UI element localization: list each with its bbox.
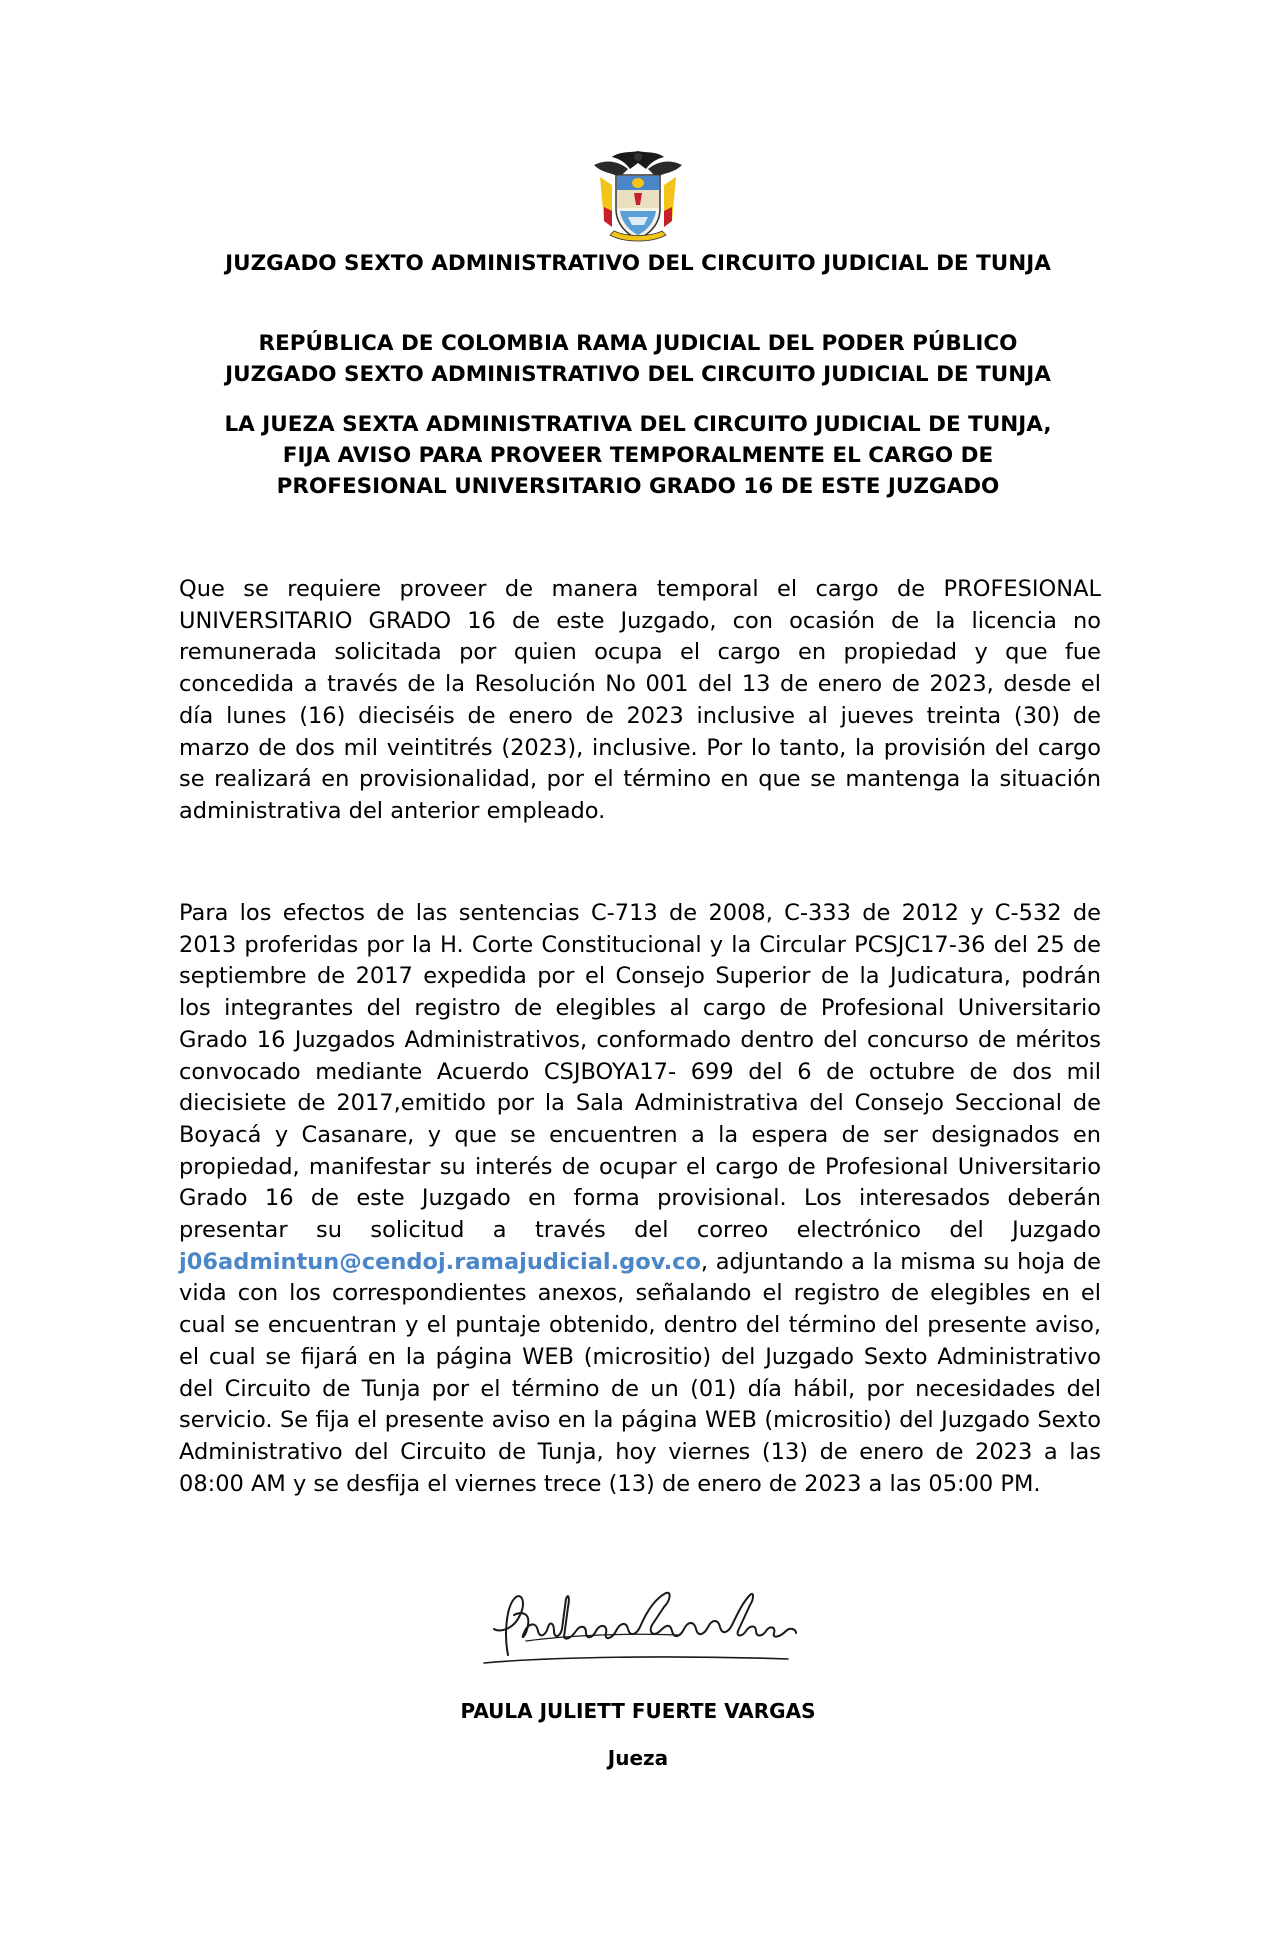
paragraph-vacancy: Que se requiere proveer de manera temporal el cargo de PROFESIONAL UNIVERSITARIO GRADO 16 de este Juzgado, con ocasión de la licencia no remunerada solicitada por quien ocupa el cargo en propiedad y que fue concedida a través de la Resolución No 001 del 13 de enero de 2023, desde el día lunes (16) dieciséis de enero de 2023 inclusive al jueves treinta (30) de marzo de dos mil veintitrés (2023), inclusive. Por lo tanto, la provisión del cargo se realizará en provisionalidad, por el término en que se mantenga la situación administrativa del anterior empleado. xyxy=(179,576,1101,824)
notice-heading-line-3: PROFESIONAL UNIVERSITARIO GRADO 16 DE ESTE JUZGADO xyxy=(276,474,1000,499)
paragraph-instructions-text-2: , adjuntando a la misma su hoja de vida con los correspondientes anexos, señalando el registro de elegibles en el cual se encuentran y el puntaje obtenido, dentro del término del presente aviso, el cual se fijará en la página WEB (micrositio) del Juzgado Sexto Administrativo del Circuito de Tunja por el término de un (01) día hábil, por necesidades del servicio. Se fija el presente aviso en la página WEB (micrositio) del Juzgado Sexto Administrativo del Circuito de Tunja, hoy viernes (13) de enero de 2023 a las 08:00 AM y se desfija el viernes trece (13) de enero de 2023 a las 05:00 PM. xyxy=(179,1248,1101,1497)
court-heading xyxy=(150,248,1126,279)
email-link[interactable]: j06admintun@cendoj.ramajudicial.gov.co xyxy=(179,1248,701,1275)
paragraph-instructions xyxy=(179,898,1101,1500)
colombia-coat-of-arms-icon xyxy=(590,147,686,245)
handwritten-signature xyxy=(470,1585,810,1675)
signer-role: Jueza xyxy=(607,1746,669,1770)
republic-heading-line-1: REPÚBLICA DE COLOMBIA RAMA JUDICIAL DEL PODER PÚBLICO xyxy=(258,331,1018,356)
paragraph-instructions-text-1: Para los efectos de las sentencias C-713 de 2008, C-333 de 2012 y C-532 de 2013 proferidas por la H. Corte Constitucional y la Circular PCSJC17-36 del 25 de septiembre de 2017 expedida por el Consejo Superior de la Judicatura, podrán los integrantes del registro de elegibles al cargo de Profesional Universitario Grado 16 Juzgados Administrativos, conformado dentro del concurso de méritos convocado mediante Acuerdo CSJBOYA17- 699 del 6 de octubre de dos mil diecisiete de 2017,emitido por la Sala Administrativa del Consejo Seccional de Boyacá y Casanare, y que se encuentren a la espera de ser designados en propiedad, manifestar su interés de ocupar el cargo de Profesional Universitario Grado 16 de este Juzgado en forma provisional. Los interesados deberán presentar su solicitud a través del correo electrónico del Juzgado xyxy=(179,900,1101,1244)
notice-heading-line-1: LA JUEZA SEXTA ADMINISTRATIVA DEL CIRCUITO JUDICIAL DE TUNJA, xyxy=(224,412,1052,437)
signer-name: PAULA JULIETT FUERTE VARGAS xyxy=(460,1699,816,1723)
republic-heading-line-2: JUZGADO SEXTO ADMINISTRATIVO DEL CIRCUITO JUDICIAL DE TUNJA xyxy=(225,362,1051,387)
notice-heading-line-2: FIJA AVISO PARA PROVEER TEMPORALMENTE EL CARGO DE xyxy=(282,443,994,468)
republic-heading xyxy=(150,328,1126,390)
notice-heading xyxy=(150,409,1126,502)
court-heading-line: JUZGADO SEXTO ADMINISTRATIVO DEL CIRCUITO JUDICIAL DE TUNJA xyxy=(225,251,1051,276)
